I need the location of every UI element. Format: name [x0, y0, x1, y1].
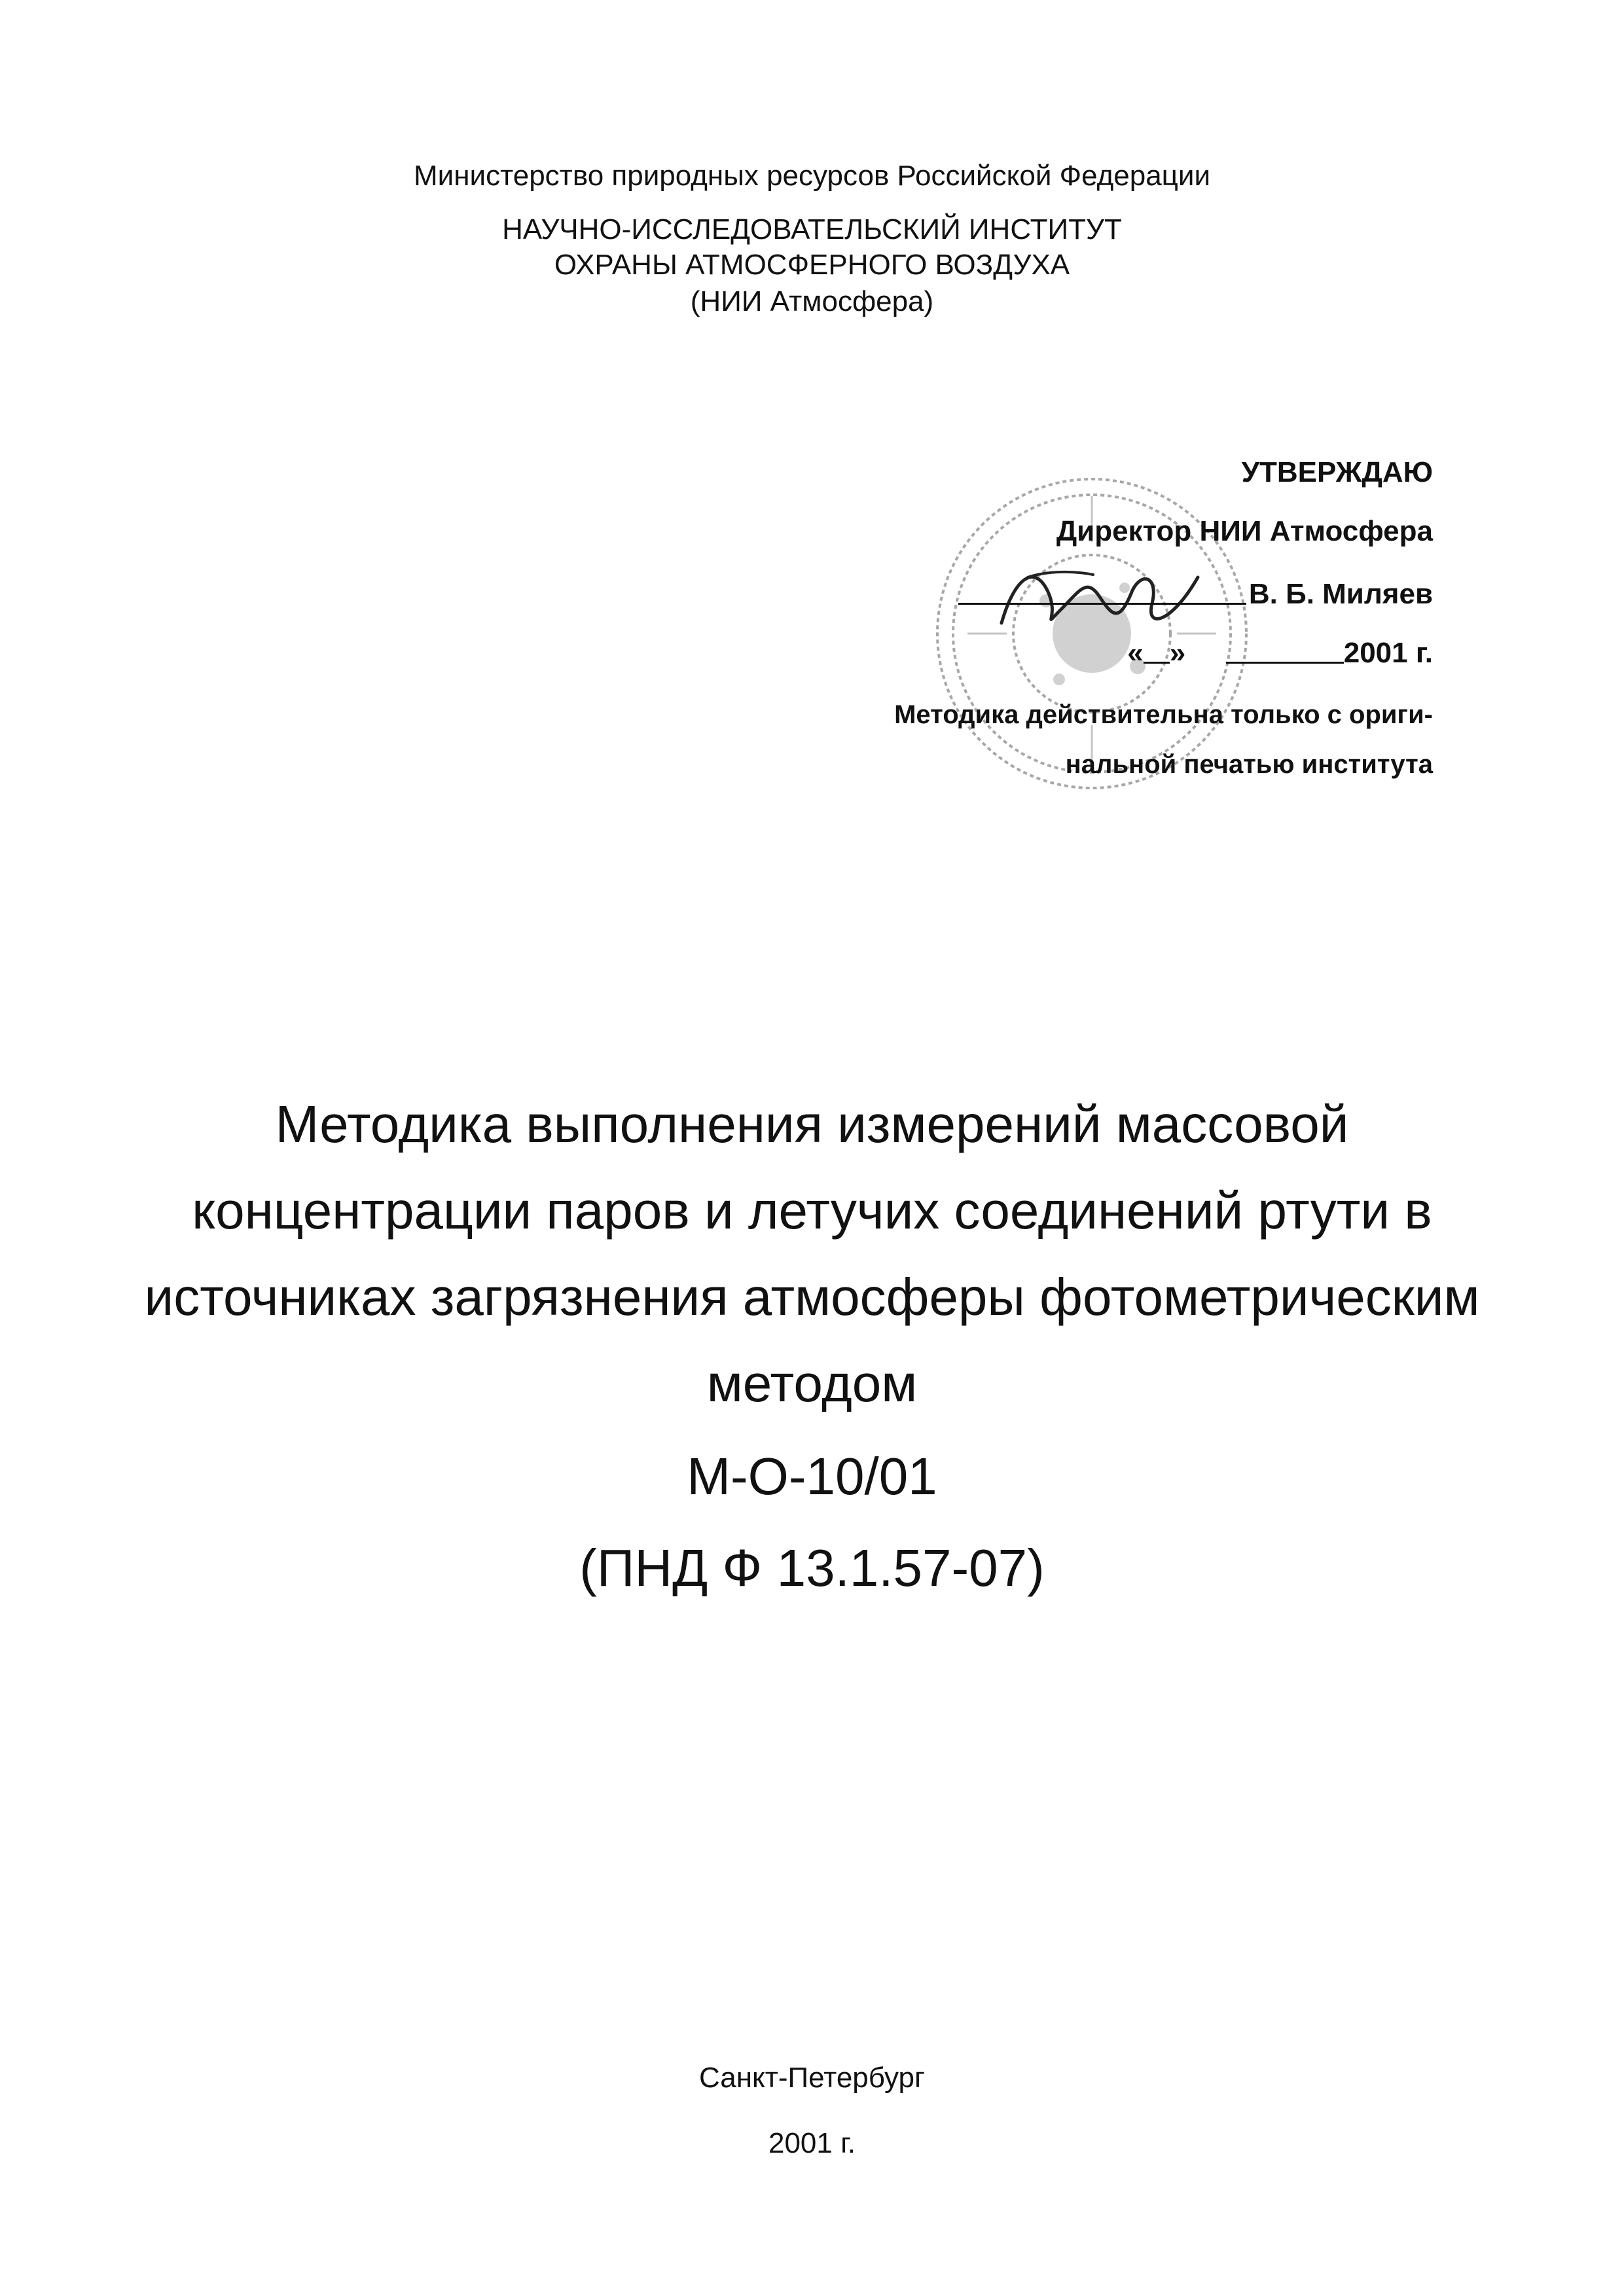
approval-note-line1: Методика действительна только с ориги- [894, 700, 1433, 729]
approval-signature-line [958, 580, 1433, 609]
ministry-name: Министерство природных ресурсов Российской Федерации [413, 160, 1211, 192]
approval-title: УТВЕРЖДАЮ [1241, 456, 1433, 488]
approver-name: В. Б. Миляев [1248, 578, 1433, 610]
approval-date-line [1091, 639, 1433, 668]
document-title-line3: источниках загрязнения атмосферы фотометрическим [144, 1268, 1480, 1326]
date-month-field [1226, 662, 1344, 664]
document-title-line1: Методика выполнения измерений массовой [275, 1095, 1349, 1153]
approval-note-line2: нальной печатью института [1065, 750, 1433, 779]
approval-position: Директор НИИ Атмосфера [1056, 515, 1433, 547]
institute-name-line2: ОХРАНЫ АТМОСФЕРНОГО ВОЗДУХА [554, 249, 1070, 281]
document-code: М-О-10/01 [687, 1447, 937, 1505]
institute-short-name: (НИИ Атмосфера) [690, 285, 934, 317]
standard-code: (ПНД Ф 13.1.57-07) [579, 1539, 1045, 1597]
institute-name-line1: НАУЧНО-ИССЛЕДОВАТЕЛЬСКИЙ ИНСТИТУТ [502, 213, 1122, 245]
document-title-line4: методом [706, 1354, 918, 1412]
publication-year: 2001 г. [768, 2127, 856, 2159]
approval-year: 2001 г. [1343, 637, 1433, 669]
date-day-field: « » [1127, 637, 1186, 669]
document-title-line2: концентрации паров и летучих соединений ртути в [192, 1181, 1432, 1240]
publication-city: Санкт-Петербург [698, 2062, 926, 2094]
signature-underline [958, 603, 1246, 605]
